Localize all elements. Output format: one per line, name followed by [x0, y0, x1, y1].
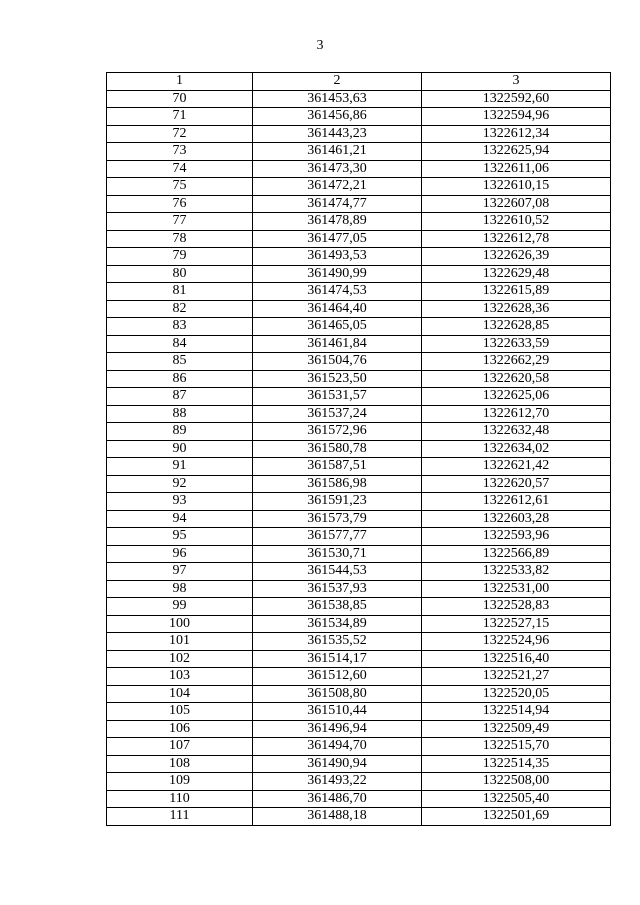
point-number-cell: 105 [107, 703, 253, 721]
point-number-cell: 74 [107, 160, 253, 178]
point-number-cell: 108 [107, 755, 253, 773]
coordinate-y-cell: 1322515,70 [422, 738, 611, 756]
coordinate-y-cell: 1322607,08 [422, 195, 611, 213]
point-number-cell: 71 [107, 108, 253, 126]
coordinate-y-cell: 1322620,57 [422, 475, 611, 493]
coordinate-x-cell: 361496,94 [253, 720, 422, 738]
coordinate-y-cell: 1322509,49 [422, 720, 611, 738]
table-row [107, 790, 611, 808]
point-number-cell: 97 [107, 563, 253, 581]
point-number-cell: 79 [107, 248, 253, 266]
coordinate-x-cell: 361580,78 [253, 440, 422, 458]
table-row [107, 143, 611, 161]
coordinate-y-cell: 1322514,94 [422, 703, 611, 721]
coordinate-y-cell: 1322520,05 [422, 685, 611, 703]
point-number-cell: 84 [107, 335, 253, 353]
point-number-cell: 94 [107, 510, 253, 528]
table-row [107, 440, 611, 458]
coordinate-y-cell: 1322626,39 [422, 248, 611, 266]
coordinate-y-cell: 1322508,00 [422, 773, 611, 791]
point-number-cell: 93 [107, 493, 253, 511]
coordinate-x-cell: 361508,80 [253, 685, 422, 703]
page-number: 3 [316, 38, 324, 53]
point-number-cell: 109 [107, 773, 253, 791]
coordinate-x-cell: 361461,21 [253, 143, 422, 161]
coordinate-y-cell: 1322621,42 [422, 458, 611, 476]
coordinate-y-cell: 1322625,06 [422, 388, 611, 406]
table-row [107, 545, 611, 563]
table-row [107, 685, 611, 703]
coordinate-x-cell: 361586,98 [253, 475, 422, 493]
coordinate-x-cell: 361591,23 [253, 493, 422, 511]
coordinate-y-cell: 1322501,69 [422, 808, 611, 826]
point-number-cell: 96 [107, 545, 253, 563]
table-row [107, 580, 611, 598]
column-header-1: 1 [107, 73, 253, 91]
coordinate-y-cell: 1322533,82 [422, 563, 611, 581]
coordinate-x-cell: 361494,70 [253, 738, 422, 756]
table-row [107, 668, 611, 686]
coordinate-x-cell: 361577,77 [253, 528, 422, 546]
coordinate-y-cell: 1322531,00 [422, 580, 611, 598]
table-row [107, 475, 611, 493]
table-row [107, 283, 611, 301]
point-number-cell: 70 [107, 90, 253, 108]
point-number-cell: 103 [107, 668, 253, 686]
table-row [107, 615, 611, 633]
point-number-cell: 101 [107, 633, 253, 651]
table-row [107, 808, 611, 826]
coordinate-y-cell: 1322516,40 [422, 650, 611, 668]
coordinate-x-cell: 361464,40 [253, 300, 422, 318]
point-number-cell: 111 [107, 808, 253, 826]
table-row [107, 633, 611, 651]
coordinate-y-cell: 1322610,52 [422, 213, 611, 231]
table-row [107, 720, 611, 738]
coordinate-y-cell: 1322612,61 [422, 493, 611, 511]
point-number-cell: 75 [107, 178, 253, 196]
table-row [107, 423, 611, 441]
point-number-cell: 80 [107, 265, 253, 283]
table-row [107, 248, 611, 266]
coordinate-y-cell: 1322514,35 [422, 755, 611, 773]
coordinate-y-cell: 1322521,27 [422, 668, 611, 686]
coordinate-x-cell: 361537,93 [253, 580, 422, 598]
point-number-cell: 104 [107, 685, 253, 703]
point-number-cell: 98 [107, 580, 253, 598]
table-row [107, 125, 611, 143]
table-row [107, 213, 611, 231]
coordinate-x-cell: 361474,53 [253, 283, 422, 301]
coordinate-x-cell: 361461,84 [253, 335, 422, 353]
table-row [107, 195, 611, 213]
table-row [107, 388, 611, 406]
point-number-cell: 92 [107, 475, 253, 493]
coordinate-y-cell: 1322628,85 [422, 318, 611, 336]
coordinate-y-cell: 1322593,96 [422, 528, 611, 546]
point-number-cell: 72 [107, 125, 253, 143]
table-row [107, 755, 611, 773]
coordinate-y-cell: 1322612,78 [422, 230, 611, 248]
table-row [107, 90, 611, 108]
coordinate-x-cell: 361493,53 [253, 248, 422, 266]
coordinate-x-cell: 361510,44 [253, 703, 422, 721]
coordinate-x-cell: 361478,89 [253, 213, 422, 231]
coordinate-x-cell: 361535,52 [253, 633, 422, 651]
table-row [107, 563, 611, 581]
coordinate-x-cell: 361472,21 [253, 178, 422, 196]
point-number-cell: 99 [107, 598, 253, 616]
point-number-cell: 100 [107, 615, 253, 633]
table-row [107, 510, 611, 528]
coordinate-y-cell: 1322610,15 [422, 178, 611, 196]
table-row [107, 598, 611, 616]
table-row [107, 405, 611, 423]
coordinate-y-cell: 1322528,83 [422, 598, 611, 616]
coordinate-y-cell: 1322527,15 [422, 615, 611, 633]
coordinate-y-cell: 1322603,28 [422, 510, 611, 528]
point-number-cell: 83 [107, 318, 253, 336]
coordinate-y-cell: 1322634,02 [422, 440, 611, 458]
table-row [107, 300, 611, 318]
point-number-cell: 89 [107, 423, 253, 441]
point-number-cell: 90 [107, 440, 253, 458]
coordinate-y-cell: 1322620,58 [422, 370, 611, 388]
coordinates-table [106, 72, 611, 826]
table-row [107, 353, 611, 371]
coordinate-x-cell: 361493,22 [253, 773, 422, 791]
table-row [107, 160, 611, 178]
table-body [107, 90, 611, 825]
coordinate-y-cell: 1322592,60 [422, 90, 611, 108]
coordinate-x-cell: 361572,96 [253, 423, 422, 441]
coordinate-x-cell: 361453,63 [253, 90, 422, 108]
table-row [107, 265, 611, 283]
table-row [107, 108, 611, 126]
coordinate-x-cell: 361531,57 [253, 388, 422, 406]
coordinate-x-cell: 361486,70 [253, 790, 422, 808]
point-number-cell: 77 [107, 213, 253, 231]
point-number-cell: 110 [107, 790, 253, 808]
coordinate-x-cell: 361488,18 [253, 808, 422, 826]
coordinate-x-cell: 361538,85 [253, 598, 422, 616]
coordinate-y-cell: 1322615,89 [422, 283, 611, 301]
coordinate-y-cell: 1322625,94 [422, 143, 611, 161]
table-row [107, 318, 611, 336]
point-number-cell: 86 [107, 370, 253, 388]
coordinate-x-cell: 361534,89 [253, 615, 422, 633]
table-row [107, 335, 611, 353]
coordinate-x-cell: 361512,60 [253, 668, 422, 686]
point-number-cell: 91 [107, 458, 253, 476]
point-number-cell: 88 [107, 405, 253, 423]
point-number-cell: 87 [107, 388, 253, 406]
coordinate-x-cell: 361537,24 [253, 405, 422, 423]
coordinate-x-cell: 361477,05 [253, 230, 422, 248]
coordinate-x-cell: 361473,30 [253, 160, 422, 178]
column-header-3: 3 [422, 73, 611, 91]
coordinate-y-cell: 1322611,06 [422, 160, 611, 178]
coordinate-x-cell: 361523,50 [253, 370, 422, 388]
coordinate-y-cell: 1322612,34 [422, 125, 611, 143]
coordinate-y-cell: 1322612,70 [422, 405, 611, 423]
point-number-cell: 95 [107, 528, 253, 546]
coordinate-x-cell: 361490,94 [253, 755, 422, 773]
table-row [107, 528, 611, 546]
table-row [107, 493, 611, 511]
table-row [107, 650, 611, 668]
coordinate-x-cell: 361544,53 [253, 563, 422, 581]
point-number-cell: 107 [107, 738, 253, 756]
coordinate-y-cell: 1322633,59 [422, 335, 611, 353]
point-number-cell: 102 [107, 650, 253, 668]
coordinate-x-cell: 361530,71 [253, 545, 422, 563]
table-row [107, 703, 611, 721]
coordinate-y-cell: 1322594,96 [422, 108, 611, 126]
table-row [107, 773, 611, 791]
coordinate-x-cell: 361587,51 [253, 458, 422, 476]
coordinate-y-cell: 1322524,96 [422, 633, 611, 651]
coordinate-x-cell: 361474,77 [253, 195, 422, 213]
table-row [107, 458, 611, 476]
coordinate-y-cell: 1322662,29 [422, 353, 611, 371]
table-row [107, 230, 611, 248]
point-number-cell: 81 [107, 283, 253, 301]
coordinate-y-cell: 1322629,48 [422, 265, 611, 283]
table-row [107, 738, 611, 756]
table-row [107, 370, 611, 388]
point-number-cell: 106 [107, 720, 253, 738]
point-number-cell: 82 [107, 300, 253, 318]
point-number-cell: 76 [107, 195, 253, 213]
coordinate-y-cell: 1322632,48 [422, 423, 611, 441]
point-number-cell: 78 [107, 230, 253, 248]
coordinate-y-cell: 1322505,40 [422, 790, 611, 808]
coordinate-y-cell: 1322628,36 [422, 300, 611, 318]
table-row [107, 178, 611, 196]
point-number-cell: 73 [107, 143, 253, 161]
column-header-2: 2 [253, 73, 422, 91]
coordinate-x-cell: 361490,99 [253, 265, 422, 283]
coordinate-x-cell: 361443,23 [253, 125, 422, 143]
coordinate-x-cell: 361465,05 [253, 318, 422, 336]
table-header-row [107, 73, 611, 91]
coordinate-x-cell: 361514,17 [253, 650, 422, 668]
coordinate-x-cell: 361573,79 [253, 510, 422, 528]
point-number-cell: 85 [107, 353, 253, 371]
coordinate-y-cell: 1322566,89 [422, 545, 611, 563]
coordinate-x-cell: 361456,86 [253, 108, 422, 126]
coordinate-x-cell: 361504,76 [253, 353, 422, 371]
